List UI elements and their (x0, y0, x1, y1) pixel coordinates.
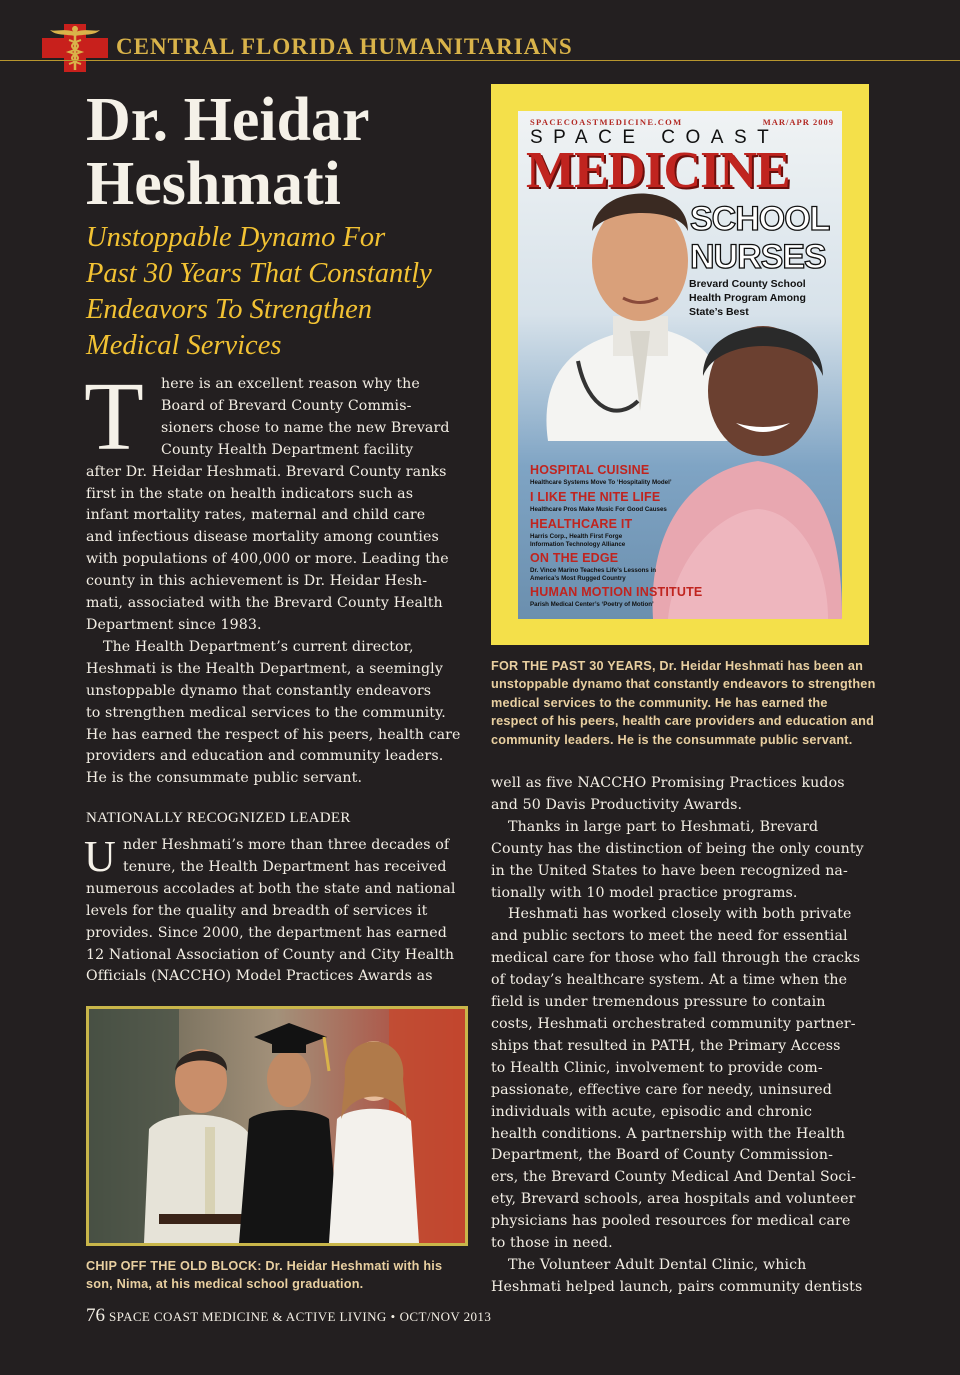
body-line: tenure, the Health Department has received (123, 858, 447, 875)
body-line: Heshmati is the Health Department, a seemingly (86, 660, 443, 677)
body-line: tionally with 10 model practice programs. (491, 884, 798, 901)
body-line: nder Heshmati’s more than three decades of (123, 837, 450, 853)
page-number: 76 (86, 1305, 105, 1326)
cover-date: MAR/APR 2009 (762, 117, 834, 127)
publication-name: SPACE COAST MEDICINE & ACTIVE LIVING (109, 1309, 387, 1324)
body-line: individuals with acute, episodic and chronic (491, 1103, 813, 1120)
cover-item-sub: Healthcare Systems Move To ‘Hospitality Model’ (530, 479, 672, 486)
body-line: Officials (NACCHO) Model Practices Awards as (86, 968, 433, 985)
body-line: levels for the quality and breadth of services it (86, 902, 428, 919)
cover-item-head: HOSPITAL CUISINE (530, 463, 650, 477)
article-column-1 (84, 363, 466, 790)
body-line: and infectious disease mortality among counties (86, 529, 439, 546)
body-line: to those in need. (491, 1235, 613, 1252)
body-line: ety, Brevard schools, area hospitals and volunteer (491, 1191, 856, 1208)
cover-item-head: HEALTHCARE IT (530, 517, 633, 531)
drop-cap: U (84, 832, 116, 881)
graduation-photo-illustration (89, 1009, 465, 1243)
body-line: The Health Department’s current director, (103, 638, 414, 655)
body-line: Heshmati helped launch, pairs community dentists (491, 1278, 863, 1295)
section-subhead: NATIONALLY RECOGNIZED LEADER (86, 810, 351, 826)
body-line: County Health Department facility (161, 441, 414, 458)
cover-item-sub: Healthcare Pros Make Music For Good Causes (530, 506, 667, 513)
photo-caption: CHIP OFF THE OLD BLOCK: Dr. Heidar Heshmati with his son, Nima, at his medical school graduation. (86, 1259, 443, 1292)
body-line: passionate, effective care for needy, uninsured (491, 1081, 832, 1098)
body-line: of today’s healthcare system. At a time when the (491, 972, 848, 989)
body-line: Department since 1983. (86, 616, 262, 633)
body-line: 12 National Association of County and City Health (86, 946, 455, 963)
title-line: Heshmati (86, 150, 341, 218)
body-line: county in this achievement is Dr. Heidar Hesh- (86, 573, 428, 590)
page-footer (86, 1305, 491, 1327)
body-line: Department, the Board of County Commission- (491, 1147, 833, 1164)
body-line: in the United States to have been recognized na- (491, 862, 848, 879)
title-line: Dr. Heidar (86, 86, 370, 154)
article-title (86, 88, 486, 216)
subtitle-line: Endeavors To Strengthen (86, 294, 373, 325)
body-line: field is under tremendous pressure to contain (491, 994, 826, 1011)
body-line: numerous accolades at both the state and national (86, 880, 456, 897)
footer-separator: • (390, 1309, 396, 1324)
subtitle-line: Medical Services (86, 330, 282, 361)
body-line: mati, associated with the Brevard County Health (86, 595, 443, 612)
body-line: and public sectors to meet the need for essential (491, 928, 848, 945)
body-line: unstoppable dynamo that constantly endeavors (86, 682, 432, 699)
body-line: ers, the Brevard County Medical And Dental Soci- (491, 1169, 856, 1186)
issue-date: OCT/NOV 2013 (399, 1309, 492, 1324)
subtitle-line: Unstoppable Dynamo For (86, 222, 386, 253)
drop-cap: T (84, 363, 144, 471)
body-line: here is an excellent reason why the (161, 376, 420, 392)
body-line: He is the consummate public servant. (86, 770, 363, 787)
body-line: He has earned the respect of his peers, health care (86, 726, 461, 743)
cover-url: SPACECOASTMEDICINE.COM (530, 117, 683, 127)
body-line: medical care for those who fall through the cracks (491, 950, 861, 967)
article-column-1-continued (84, 832, 466, 988)
article-column-2 (491, 773, 875, 1299)
subtitle-line: Past 30 Years That Constantly (86, 258, 432, 289)
body-line: Heshmati has worked closely with both private (508, 906, 852, 923)
body-line: first in the state on health indicators such as (86, 485, 414, 502)
graduation-photo (89, 1009, 465, 1243)
body-line: provides. Since 2000, the department has earned (86, 924, 447, 941)
cover-item-sub: Dr. Vince Marino Teaches Life’s Lessons in America’s Most Rugged Country (530, 567, 657, 582)
body-line: ships that resulted in PATH, the Primary Access (491, 1037, 841, 1054)
cover-masthead-top: SPACE COAST (530, 127, 780, 148)
body-line: to strengthen medical services to the community. (86, 704, 446, 721)
body-line: after Dr. Heidar Heshmati. Brevard County ranks (86, 463, 447, 480)
cover-caption: FOR THE PAST 30 YEARS, Dr. Heidar Heshmati has been an unstoppable dynamo that constantly endeavors to strengthen medical services to the community. He has earned the respect of his peers, health care providers and education and community leaders. He is the consummate public servant. (491, 659, 876, 747)
cover-item-head: ON THE EDGE (530, 551, 619, 565)
article-subtitle (86, 220, 476, 364)
body-line: physicians has pooled resources for medical care (491, 1213, 851, 1230)
page-header (0, 0, 960, 62)
body-line: Thanks in large part to Heshmati, Brevard (508, 818, 819, 835)
cover-item-sub: Harris Corp., Health First Forge Information Technology Alliance (530, 533, 626, 548)
cover-item-head: HUMAN MOTION INSTITUTE (530, 585, 703, 599)
magazine-cover-image (518, 111, 842, 619)
body-line: well as five NACCHO Promising Practices kudos (491, 775, 845, 791)
header-rule (0, 60, 960, 61)
body-line: health conditions. A partnership with the Health (491, 1125, 846, 1142)
cover-item-head: I LIKE THE NITE LIFE (530, 490, 661, 504)
cover-item-sub: Parish Medical Center’s ‘Poetry of Motion’ (530, 601, 654, 608)
cover-masthead: MEDICINE (526, 142, 790, 199)
cover-headline-2: NURSES (690, 238, 826, 276)
cover-headline-1: SCHOOL (690, 200, 830, 238)
body-line: with populations of 400,000 or more. Leading the (86, 551, 449, 568)
body-line: to Health Clinic, involvement to provide com- (491, 1059, 823, 1076)
body-line: sioners chose to name the new Brevard (161, 419, 450, 436)
body-line: costs, Heshmati orchestrated community partner- (491, 1015, 856, 1032)
body-line: Board of Brevard County Commis- (161, 397, 412, 414)
body-line: County has the distinction of being the only county (491, 840, 864, 857)
cover-tagline: Brevard County School Health Program Among State’s Best (689, 278, 806, 318)
body-line: providers and education and community leaders. (86, 748, 444, 765)
body-line: and 50 Davis Productivity Awards. (491, 796, 743, 813)
body-line: infant mortality rates, maternal and child care (86, 507, 426, 524)
body-line: The Volunteer Adult Dental Clinic, which (508, 1256, 807, 1273)
section-title: CENTRAL FLORIDA HUMANITARIANS (116, 34, 573, 59)
caduceus-cross-logo (42, 24, 108, 72)
